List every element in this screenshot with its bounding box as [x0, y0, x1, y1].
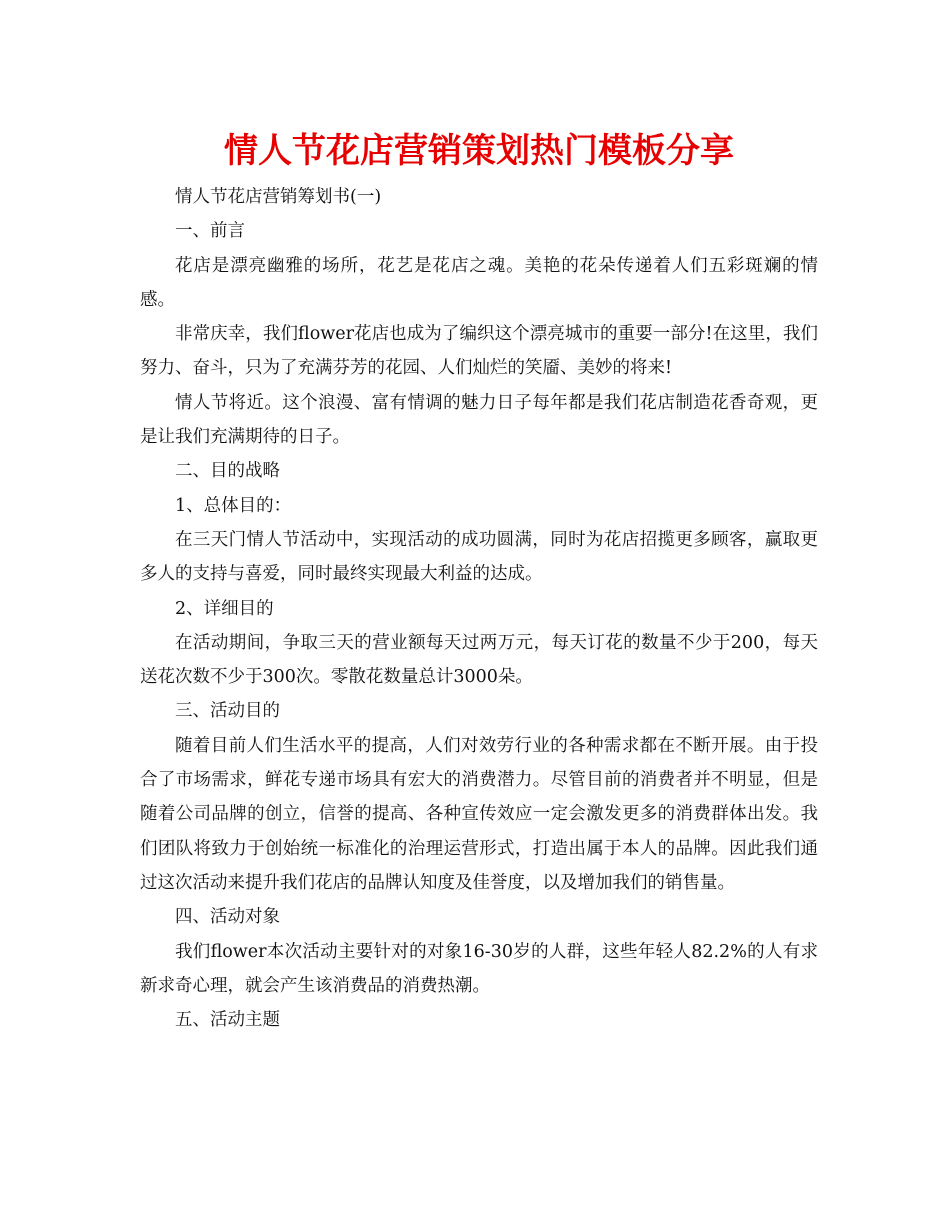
document-body — [140, 180, 818, 1037]
paragraph-overall-goal: 在三天门情人节活动中，实现活动的成功圆满，同时为花店招揽更多顾客，赢取更多人的支持与喜爱，同时最终实现最大利益的达成。 — [140, 529, 818, 585]
subheading-overall-goal: 1、总体目的： — [175, 495, 292, 516]
section-heading-purpose: 三、活动目的 — [175, 701, 280, 722]
section-heading-preface: 一、前言 — [175, 221, 245, 242]
section-heading-theme: 五、活动主题 — [175, 1010, 280, 1031]
paragraph-preface-2: 非常庆幸，我们flower花店也成为了编织这个漂亮城市的重要一部分!在这里，我们努力、奋斗，只为了充满芬芳的花园、人们灿烂的笑靥、美妙的将来! — [140, 324, 818, 379]
paragraph-detailed-goal: 在活动期间，争取三天的营业额每天过两万元，每天订花的数量不少于200，每天送花次数不少于300次。零散花数量总计3000朵。 — [140, 632, 818, 688]
paragraph-preface-1: 花店是漂亮幽雅的场所，花艺是花店之魂。美艳的花朵传递着人们五彩斑斓的情感。 — [140, 255, 818, 310]
section-heading-audience: 四、活动对象 — [175, 907, 280, 928]
paragraph-audience: 我们flower本次活动主要针对的对象16-30岁的人群，这些年轻人82.2%的人有求新求奇心理，就会产生该消费品的消费热潮。 — [140, 941, 818, 996]
paragraph-preface-3: 情人节将近。这个浪漫、富有情调的魅力日子每年都是我们花店制造花香奇观，更是让我们充满期待的日子。 — [140, 392, 818, 448]
section-heading-strategy: 二、目的战略 — [175, 461, 280, 482]
document-page — [140, 126, 818, 1037]
subheading-detailed-goal: 2、详细目的 — [175, 598, 274, 619]
paragraph-purpose: 随着目前人们生活水平的提高，人们对效劳行业的各种需求都在不断开展。由于投合了市场需求，鲜花专递市场具有宏大的消费潜力。尽管目前的消费者并不明显，但是随着公司品牌的创立，信誉的提高、各种宣传效应一定会激发更多的消费群体出发。我们团队将致力于创始统一标准化的治理运营形式，打造出属于本人的品牌。因此我们通过这次活动来提升我们花店的品牌认知度及佳誉度，以及增加我们的销售量。 — [140, 735, 818, 893]
paragraph-plan-heading: 情人节花店营销筹划书(一) — [175, 187, 382, 207]
document-title: 情人节花店营销策划热门模板分享 — [224, 131, 734, 171]
